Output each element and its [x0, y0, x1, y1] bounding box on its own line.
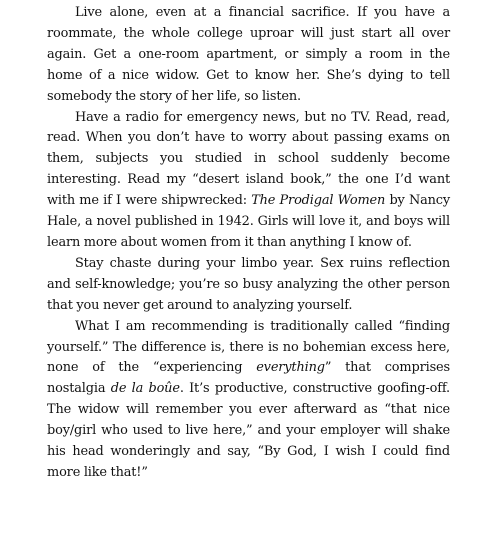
text-segment: Live alone, even at a financial sacrifice. If you have a roommate, the whole college uproar will just start all over again. Get a one-room apartment, or simply a room in the home of a nice widow. Get to know her. She’s dying to tell somebody the story of her life, so listen.: [47, 5, 450, 104]
paragraph-stay-chaste: [47, 254, 450, 317]
text-segment: Stay chaste during your limbo year. Sex ruins reflection and self-knowledge; you’re so busy analyzing the other person that you never get around to analyzing yourself.: [47, 255, 450, 313]
text-segment: ” that comprises nostalgia: [47, 360, 450, 397]
document-page: [47, 3, 450, 484]
paragraph-live-alone: [47, 3, 450, 108]
foreign-phrase: de la boûe: [110, 381, 180, 397]
text-segment: Have a radio for emergency news, but no TV. Read, read, read. When you don’t have to worry about passing exams on them, subjects you studied in school suddenly become interesting. Read my “desert island book,” the one I’d want with me if I were shipwrecked:: [47, 109, 450, 209]
book-title: The Prodigal Women: [251, 193, 386, 209]
paragraph-finding-yourself: [47, 317, 450, 484]
text-segment: What I am recommending is traditionally called “finding yourself.” The difference is, there is no bohemian excess here, none of the “experiencing: [47, 318, 450, 376]
emphasis-text: everything: [256, 360, 325, 376]
text-segment: . It’s productive, constructive goofing-off. The widow will remember you ever afterward as “that nice boy/girl who used to live here,” and your employer will shake his head wonderingly and say, “By God, I wish I could find more like that!”: [47, 381, 450, 480]
text-segment: by Nancy Hale, a novel published in 1942. Girls will love it, and boys will learn more about women from it than anything I know of.: [47, 193, 450, 250]
paragraph-radio: [47, 108, 450, 254]
